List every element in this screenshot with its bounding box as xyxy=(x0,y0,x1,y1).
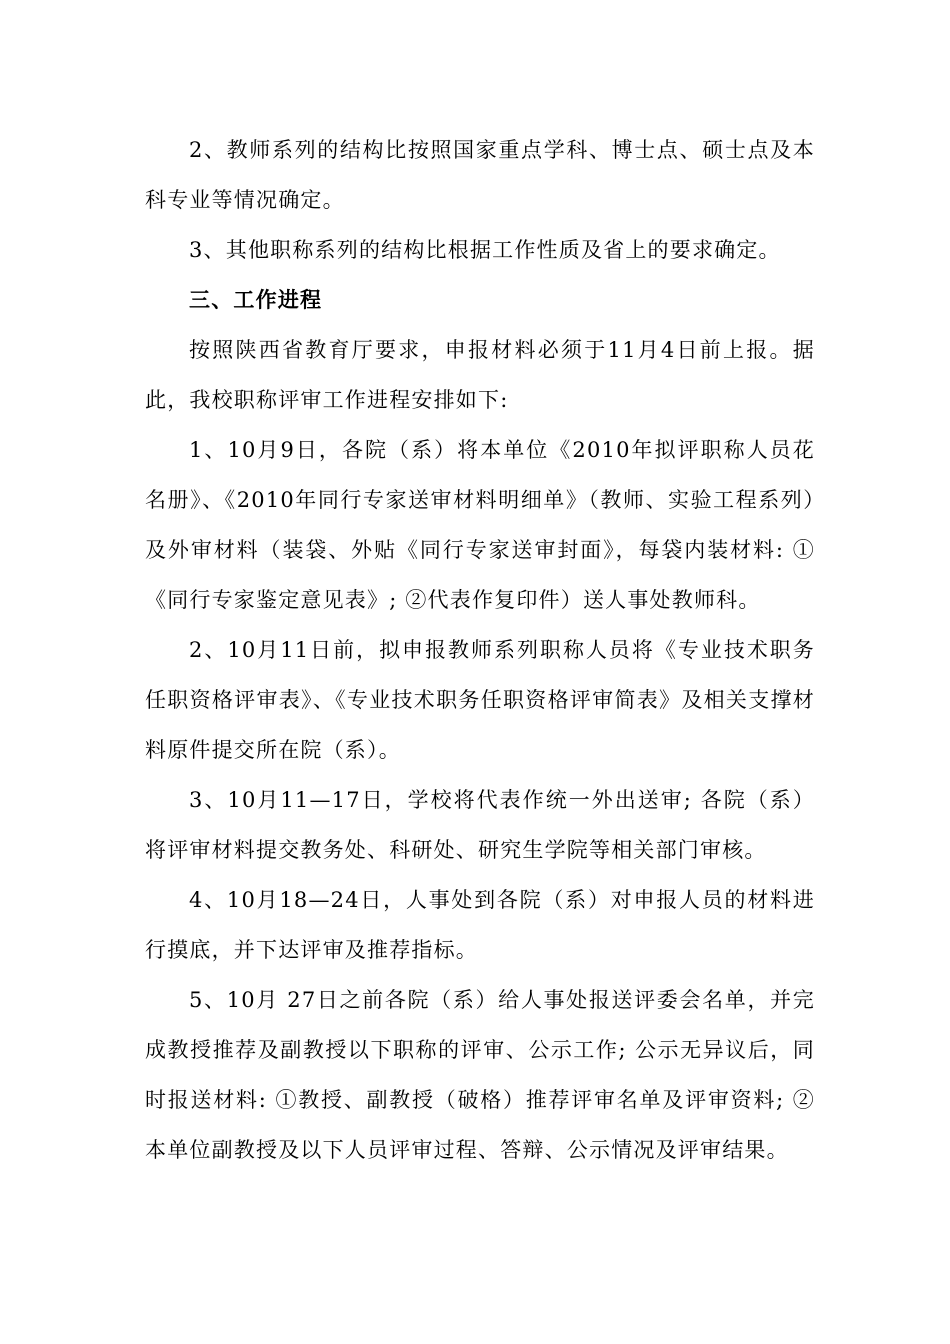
paragraph-step-5: 5、10月 27日之前各院（系）给人事处报送评委会名单，并完成教授推荐及副教授以下职称的评审、公示工作; 公示无异议后，同时报送材料: ①教授、副教授（破格）推荐评审名单及评审资料; ②本单位副教授及以下人员评审过程、答辩、公示情况及评审结果。 xyxy=(145,988,815,1162)
paragraph-step-3: 3、10月11—17日，学校将代表作统一外出送审; 各院（系）将评审材料提交教务处、科研处、研究生学院等相关部门审核。 xyxy=(145,788,815,862)
paragraph-other-ratio: 3、其他职称系列的结构比根据工作性质及省上的要求确定。 xyxy=(189,238,781,262)
section-heading: 三、工作进程 xyxy=(189,287,323,312)
paragraph-step-4: 4、10月18—24日，人事处到各院（系）对申报人员的材料进行摸底，并下达评审及推荐指标。 xyxy=(145,888,815,962)
document-page xyxy=(145,125,815,1175)
paragraph-teacher-ratio: 2、教师系列的结构比按照国家重点学科、博士点、硕士点及本科专业等情况确定。 xyxy=(145,138,815,212)
paragraph-step-1: 1、10月9日，各院（系）将本单位《2010年拟评职称人员花名册》、《2010年同行专家送审材料明细单》（教师、实验工程系列）及外审材料（装袋、外贴《同行专家送审封面》，每袋内装材料: ①《同行专家鉴定意见表》; ②代表作复印件）送人事处教师科。 xyxy=(145,438,815,612)
paragraph-intro: 按照陕西省教育厅要求，申报材料必须于11月4日前上报。据此，我校职称评审工作进程安排如下: xyxy=(145,338,815,412)
paragraph-step-2: 2、10月11日前，拟申报教师系列职称人员将《专业技术职务任职资格评审表》、《专业技术职务任职资格评审简表》及相关支撑材料原件提交所在院（系）。 xyxy=(145,638,815,762)
